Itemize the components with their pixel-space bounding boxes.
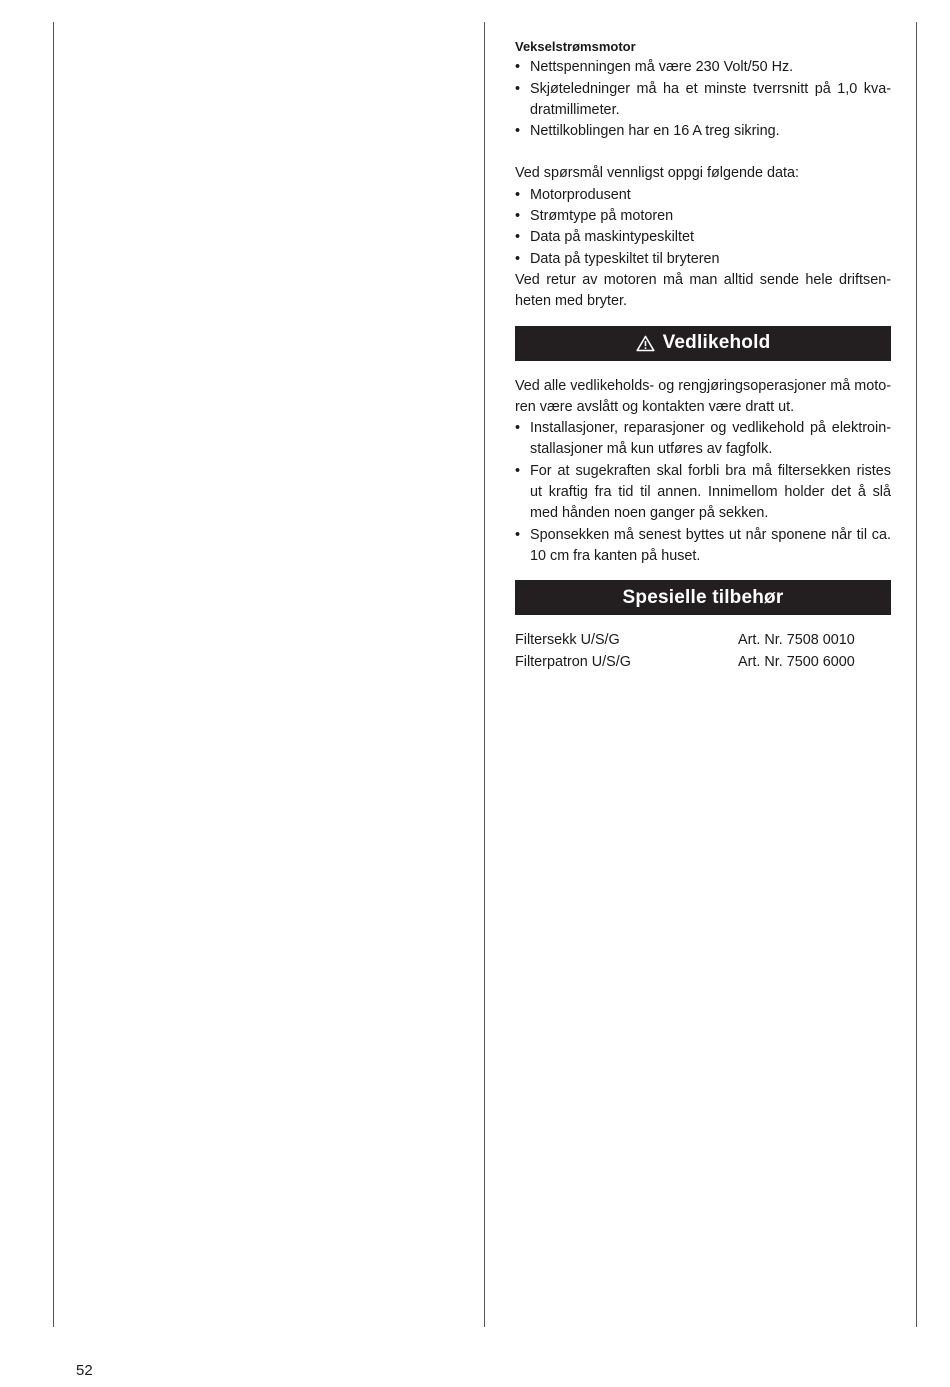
motor-section-title: Vekselstrømsmotor (515, 39, 636, 54)
warning-triangle-icon (636, 335, 655, 352)
questions-bullet-list (515, 185, 891, 270)
list-item: • Installasjoner, reparasjoner og vedlikehold på elektroin-stallasjoner må kun utføres av fagfolk. (515, 418, 891, 461)
accessory-row (515, 652, 891, 673)
accessories-title: Spesielle tilbehør (622, 587, 784, 609)
maintenance-intro: Ved alle vedlikeholds- og rengjøringsoperasjoner må moto-ren være avslått og kontakten være dratt ut. (515, 377, 891, 415)
left-margin-rule (53, 22, 54, 1327)
accessory-article-number: Art. Nr. 7508 0010 (738, 632, 855, 649)
maintenance-bullet-list (515, 418, 891, 567)
questions-intro: Ved spørsmål vennligst oppgi følgende data: (515, 165, 799, 182)
list-item: • Nettspenningen må være 230 Volt/50 Hz. (515, 57, 891, 78)
accessories-heading-bar (515, 580, 891, 615)
accessory-article-number: Art. Nr. 7500 6000 (738, 653, 855, 670)
maintenance-heading-bar (515, 326, 891, 361)
list-item: • Strømtype på motoren (515, 206, 891, 227)
accessory-name: Filterpatron U/S/G (515, 653, 631, 670)
list-item: • Data på typeskiltet til bryteren (515, 249, 891, 270)
list-item: • Sponsekken må senest byttes ut når sponene når til ca. 10 cm fra kanten på huset. (515, 525, 891, 568)
maintenance-title: Vedlikehold (662, 332, 771, 354)
page-number: 52 (76, 1362, 93, 1379)
motor-bullet-list (515, 57, 891, 142)
return-note: Ved retur av motoren må man alltid sende hele driftsen-heten med bryter. (515, 271, 891, 310)
list-item: • Skjøteledninger må ha et minste tverrsnitt på 1,0 kva-dratmillimeter. (515, 79, 891, 122)
list-item: • For at sugekraften skal forbli bra må filtersekken ristes ut kraftig fra tid til annen. Innimellom holder det å slå med hånden noen ganger på sekken. (515, 461, 891, 525)
column-divider-rule (484, 22, 485, 1327)
accessory-name: Filtersekk U/S/G (515, 632, 620, 649)
list-item: • Nettilkoblingen har en 16 A treg sikring. (515, 121, 891, 142)
right-text-column (515, 36, 891, 673)
list-item: • Motorprodusent (515, 185, 891, 206)
list-item: • Data på maskintypeskiltet (515, 227, 891, 248)
right-margin-rule (916, 22, 917, 1327)
accessory-row (515, 630, 891, 651)
